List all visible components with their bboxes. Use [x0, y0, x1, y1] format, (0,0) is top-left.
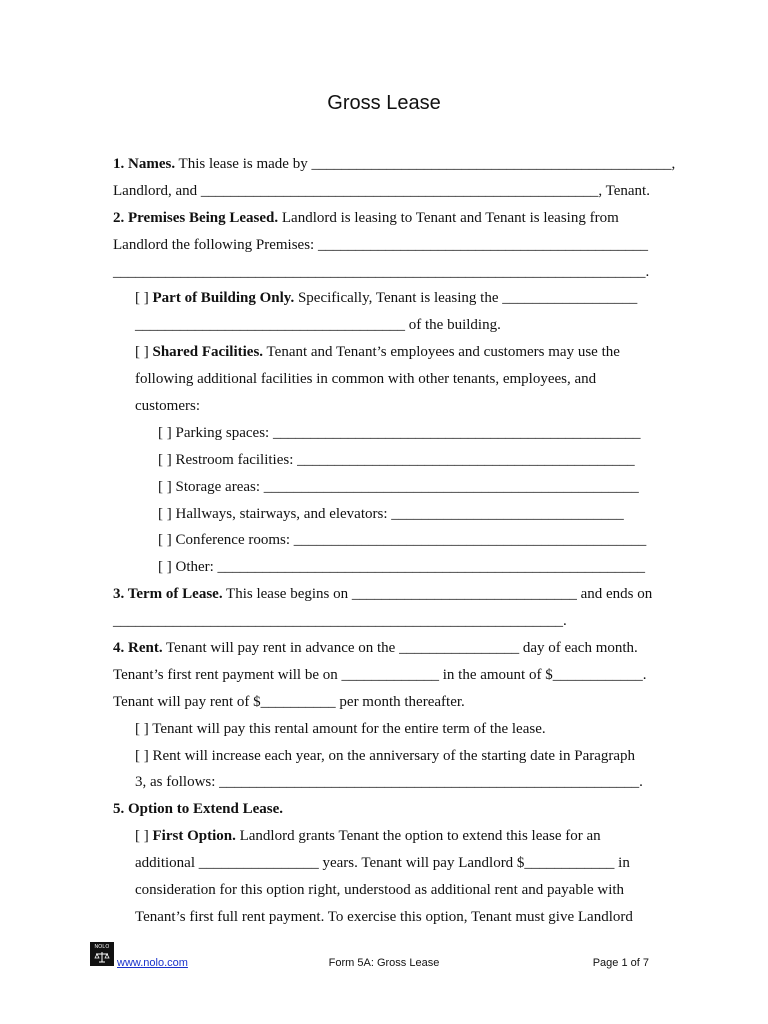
section-heading: 4. Rent.	[113, 640, 163, 657]
section-heading: 5. Option to Extend Lease.	[113, 801, 284, 818]
logo-text: NOLO	[94, 944, 110, 950]
body-line: _______________________________________________________________________.	[113, 263, 650, 280]
body-line: following additional facilities in common with other tenants, employees, and	[135, 371, 597, 388]
facility-storage[interactable]: [ ] Storage areas: __________________________________________________	[158, 478, 639, 495]
body-text: Landlord is leasing to Tenant and Tenant is leasing from	[278, 209, 619, 226]
body-line: Tenant will pay rent of $__________ per month thereafter.	[113, 693, 465, 710]
facility-hallways[interactable]: [ ] Hallways, stairways, and elevators: _______________________________	[158, 505, 624, 522]
facility-parking[interactable]: [ ] Parking spaces: _________________________________________________	[158, 424, 641, 441]
section-heading: 1. Names.	[113, 156, 176, 172]
page-footer	[0, 940, 768, 970]
body-line: Tenant’s first rent payment will be on _____________ in the amount of $____________.	[113, 666, 647, 683]
facility-other[interactable]: [ ] Other: _________________________________________________________	[158, 559, 646, 576]
section-heading: 3. Term of Lease.	[113, 586, 223, 603]
form-title: Form 5A: Gross Lease	[328, 957, 440, 969]
body-text: This lease is made by ________________________________________________,	[175, 156, 676, 172]
body-line: consideration for this option right, understood as additional rent and payable with	[135, 882, 625, 899]
option-heading: Part of Building Only.	[152, 290, 295, 307]
body-line: Tenant’s first full rent payment. To exercise this option, Tenant must give Landlord	[135, 908, 633, 925]
checkbox-blank[interactable]: [ ]	[135, 290, 153, 307]
rent-option-increase[interactable]: [ ] Rent will increase each year, on the anniversary of the starting date in Paragraph	[135, 747, 636, 764]
body-line: ____________________________________ of the building.	[135, 317, 501, 334]
extend-heading-line	[113, 796, 658, 823]
document-body	[113, 151, 676, 931]
checkbox-blank[interactable]: [ ]	[135, 828, 153, 845]
body-text: Landlord grants Tenant the option to extend this lease for an	[235, 828, 601, 845]
body-line: customers:	[135, 398, 200, 415]
rent-option-fixed[interactable]: [ ] Tenant will pay this rental amount for the entire term of the lease.	[135, 720, 546, 737]
body-text: This lease begins on ______________________________ and ends on	[222, 586, 653, 603]
body-text: Tenant will pay rent in advance on the ________________ day of each month.	[162, 640, 638, 657]
body-line: Landlord, and _____________________________________________________, Tenant.	[113, 182, 650, 199]
option-shared-facilities	[113, 339, 658, 366]
section-heading: 2. Premises Being Leased.	[113, 209, 279, 226]
nolo-link[interactable]: www.nolo.com	[117, 957, 188, 969]
names-line	[113, 151, 676, 178]
page-title: Gross Lease	[327, 92, 441, 114]
body-line: 3, as follows: ________________________________________________________.	[135, 774, 643, 791]
term-line	[113, 581, 658, 608]
option-heading: First Option.	[152, 828, 236, 845]
checkbox-blank[interactable]: [ ]	[135, 344, 153, 361]
body-line: Landlord the following Premises: ____________________________________________	[113, 236, 648, 253]
facility-conference[interactable]: [ ] Conference rooms: _______________________________________________	[158, 532, 647, 549]
body-text: Specifically, Tenant is leasing the __________________	[294, 290, 638, 307]
premises-line	[113, 205, 658, 232]
body-line: additional ________________ years. Tenant will pay Landlord $____________ in	[135, 855, 630, 872]
option-heading: Shared Facilities.	[152, 344, 264, 361]
page-number: Page 1 of 7	[592, 957, 649, 969]
body-text: Tenant and Tenant’s employees and customers may use the	[263, 344, 620, 361]
body-line: ____________________________________________________________.	[113, 613, 567, 630]
first-option-line	[113, 823, 658, 850]
option-part-of-building	[113, 285, 658, 312]
rent-line	[113, 635, 658, 662]
facility-restroom[interactable]: [ ] Restroom facilities: _____________________________________________	[158, 451, 635, 468]
